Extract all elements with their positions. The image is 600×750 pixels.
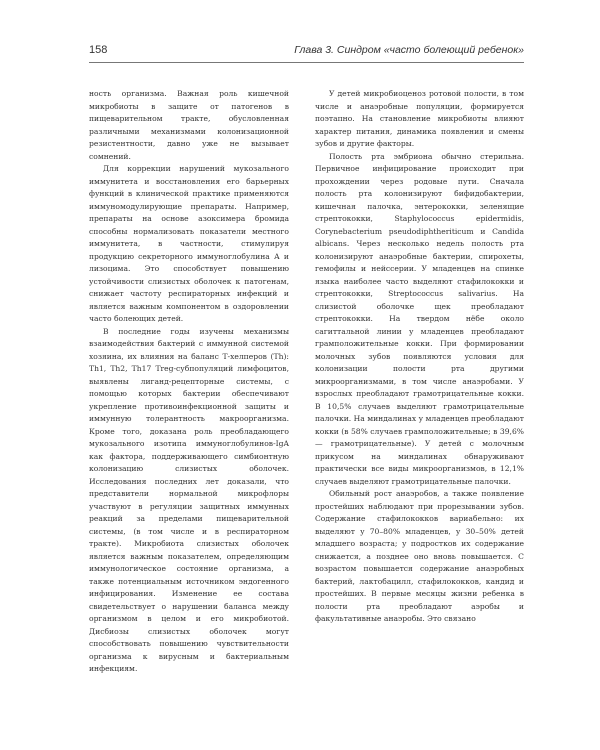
paragraph: Полость рта эмбриона обычно стерильна. Первичное инфицирование происходит при прохождении через родовые пути. Сначала полость рта колонизируют бифидобактерии, кишечная палочка, энтерококки, зеленящие стрептококки, Staphylococcus epidermidis, Corynebacterium pseudodiphtheriticum и Candida albicans. Через несколько недель полость рта колонизируют анаэробные бактерии, спирохеты, гемофилы и нейссерии. У младенцев на спинке языка наиболее часто выделяют стафилококки и стрептококки, Streptococcus salivarius. На слизистой оболочке щек преобладают стрептококки. На твердом нёбе около сагиттальной линии у младенцев преобладают грамположительные кокки. При формировании молочных зубов появляются условия для колонизации полости рта другими микроорганизмами, в том числе анаэробами. У взрослых преобладают грамотрицательные кокки. В 10,5% случаев выделяют грамотрицательные палочки. На миндалинах у младенцев преобладают кокки (в 58% случаев грамположительные; в 39,6% — грамотрицательные). У детей с молочным прикусом на миндалинах обнаруживают практически все виды микроорганизмов, в 12,1% случаев выделяют грамотрицательные палочки. (315, 151, 524, 486)
right-column (315, 88, 524, 626)
paragraph: У детей микробиоценоз ротовой полости, в том числе и анаэробные популяции, формируется поэтапно. На становление микробиоты влияют характер питания, динамика появления и смены зубов и другие факторы. (315, 89, 524, 148)
page-number: 158 (89, 44, 108, 56)
paragraph: ность организма. Важная роль кишечной микробиоты в защите от патогенов в пищеварительном тракте, обусловленная различными механизмами колонизационной резистентности, давно уже не вызывает сомнений. (89, 89, 289, 161)
chapter-title: Глава 3. Синдром «часто болеющий ребенок» (294, 44, 524, 56)
header-rule (89, 62, 524, 63)
paragraph: Обильный рост анаэробов, а также появление простейших наблюдают при прорезывании зубов. Содержание стафилококков вариабельно: их выделяют у 70–80% младенцев, у 30–50% детей младшего возраста; у подростков их содержание снижается, а позднее оно вновь повышается. С возрастом повышается содержание анаэробных бактерий, лактобацилл, стафилококков, кандид и простейших. В первые месяцы жизни ребенка в полости рта преобладают аэробы и факультативные анаэробы. Это связано (315, 489, 524, 623)
left-column (89, 88, 289, 676)
paragraph: Для коррекции нарушений мукозального иммунитета и восстановления его барьерных функций в клинической практике применяются иммуномодулирующие препараты. Например, препараты на основе азоксимера бромида способны нормализовать показатели местного иммунитета, в частности, стимулируя продукцию секреторного иммуноглобулина А и лизоцима. Это способствует повышению устойчивости слизистых оболочек к патогенам, снижает частоту респираторных инфекций и является важным компонентом в оздоровлении часто болеющих детей. (89, 164, 289, 323)
paragraph: В последние годы изучены механизмы взаимодействия бактерий с иммунной системой хозяина, их влияния на баланс Т-хелперов (Th): Th1, Th2, Th17 Treg-субпопуляций лимфоцитов, выявлены лиганд-рецепторные системы, с помощью которых бактерии обеспечивают укрепление противоинфекционной защиты и иммунную толерантность макроорганизма. Кроме того, доказана роль преобладающего мукозального изотипа иммуноглобулинов-IgA как фактора, поддерживающего симбионтную колонизацию слизистых оболочек. Исследования последних лет доказали, что представители нормальной микрофлоры участвуют в регуляции защитных иммунных реакций за пределами пищеварительной системы, (в том числе и в респираторном тракте). Микробиота слизистых оболочек является важным показателем, определяющим иммунологическое состояние организма, а также потенциальным источником эндогенного инфицирования. Изменение ее состава свидетельствует о нарушении баланса между организмом в целом и его микробиотой. Дисбиозы слизистых оболочек могут способствовать повышению чувствительности организма к вирусным и бактериальным инфекциям. (89, 326, 289, 673)
